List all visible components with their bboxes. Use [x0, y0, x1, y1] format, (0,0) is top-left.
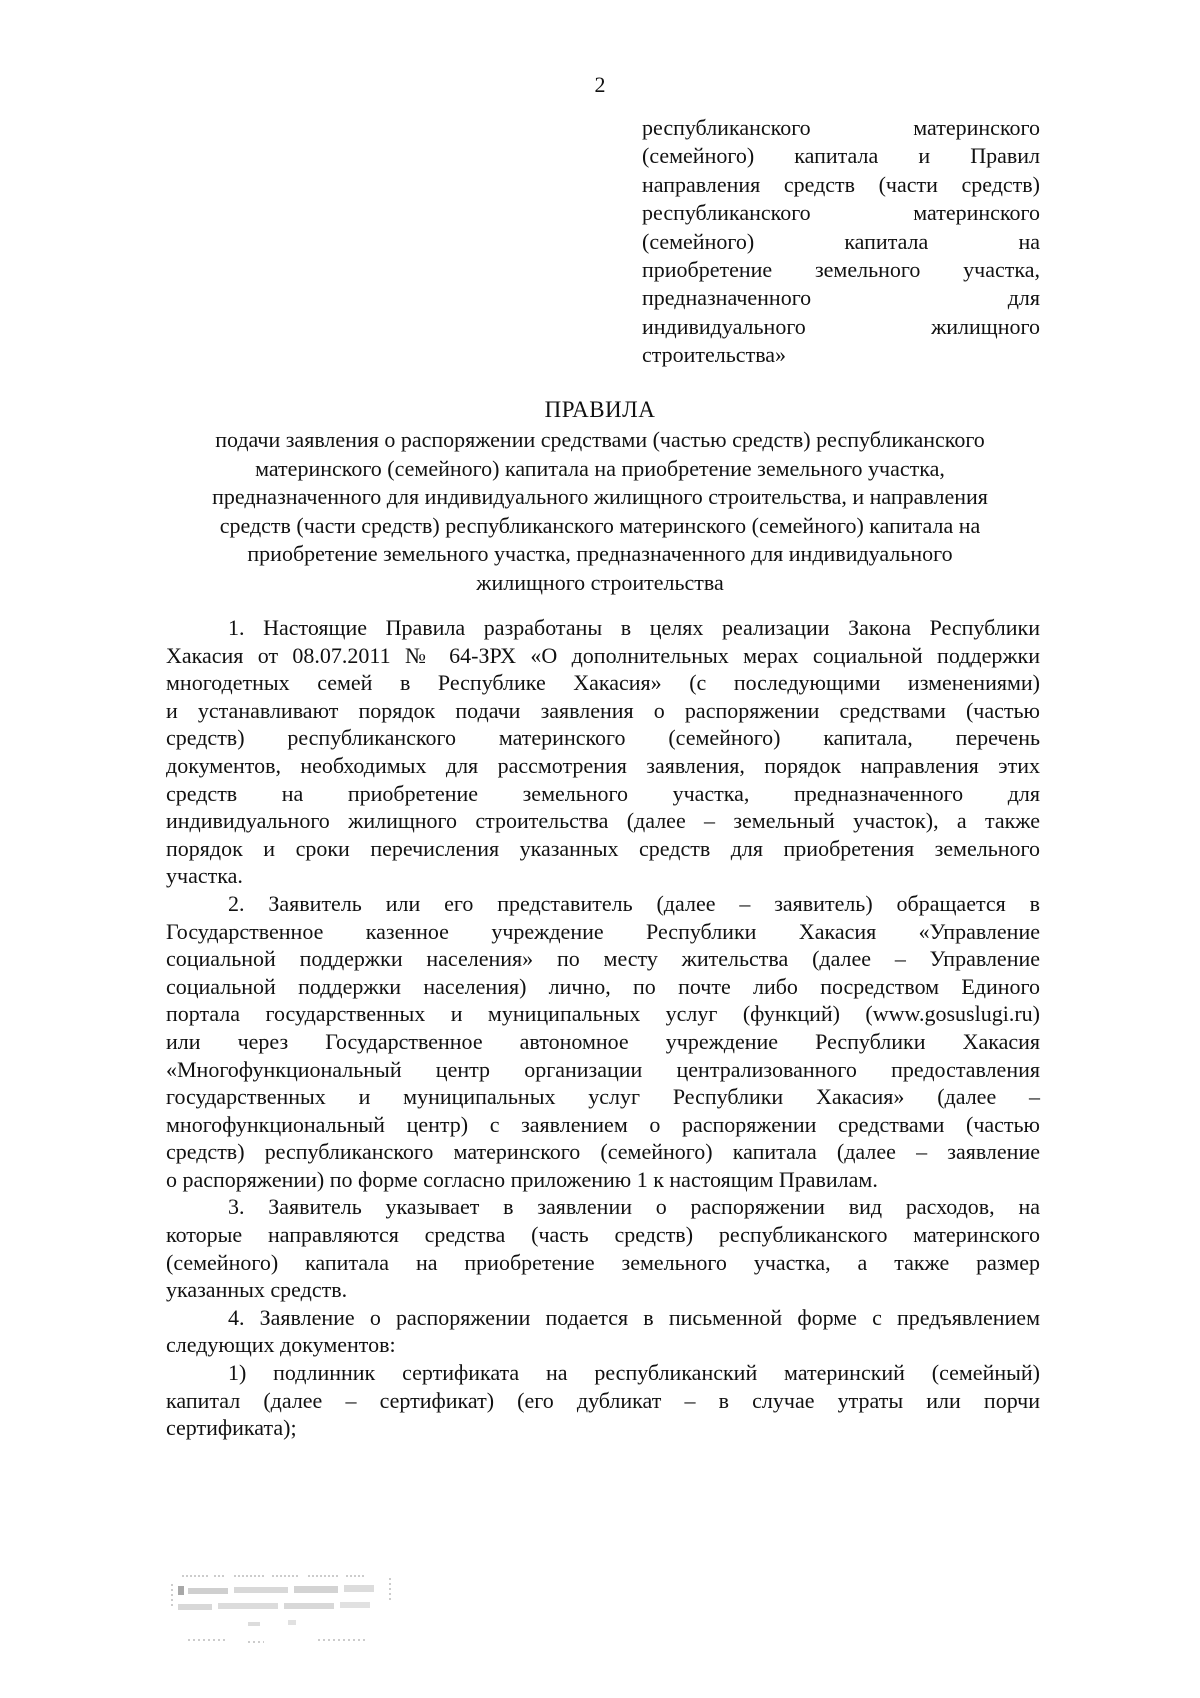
subtitle-line: приобретение земельного участка, предназначенного для индивидуального: [247, 541, 953, 567]
subtitle-line: средств (части средств) республиканского материнского (семейного) капитала на: [219, 512, 981, 538]
paragraph-line: многодетных семей в Республике Хакасия» (с последующими изменениями): [166, 670, 1040, 696]
paragraph-line: следующих документов:: [166, 1332, 396, 1358]
paragraph-5: [166, 1359, 1040, 1442]
paragraph-line: индивидуального жилищного строительства (далее – земельный участок), а также: [166, 808, 1040, 834]
paragraph-line: Хакасия от 08.07.2011 № 64-ЗРХ «О дополнительных мерах социальной поддержки: [166, 642, 1040, 668]
paragraph-line: (семейного) капитала на приобретение земельного участка, а также размер: [166, 1249, 1040, 1275]
paragraph-line: Государственное казенное учреждение Республики Хакасия «Управление: [166, 918, 1040, 944]
paragraph-4: [166, 1304, 1040, 1359]
paragraph-line: порядок и сроки перечисления указанных средств для приобретения земельного: [166, 835, 1040, 861]
paragraph-line: документов, необходимых для рассмотрения заявления, порядок направления этих: [166, 752, 1040, 778]
paragraph-line: социальной поддержки населения) лично, по почте либо посредством Единого: [166, 973, 1040, 999]
header-line: республиканского материнского: [642, 200, 1040, 226]
paragraph-1: [166, 614, 1040, 890]
document-subtitle: [160, 426, 1040, 598]
paragraph-line: государственных и муниципальных услуг Республики Хакасия» (далее –: [166, 1084, 1040, 1110]
header-line: строительства»: [642, 342, 787, 368]
header-line: индивидуального жилищного: [642, 313, 1040, 339]
header-line: предназначенного для: [642, 285, 1040, 311]
registration-stamp: [168, 1570, 396, 1648]
paragraph-line: 3. Заявитель указывает в заявлении о распоряжении вид расходов, на: [228, 1194, 1040, 1220]
header-line: (семейного) капитала на: [642, 228, 1040, 254]
paragraph-line: 4. Заявление о распоряжении подается в письменной форме с предъявлением: [228, 1304, 1040, 1330]
subtitle-line: предназначенного для индивидуального жилищного строительства, и направления: [212, 484, 988, 510]
paragraph-2: [166, 890, 1040, 1194]
paragraph-line: средств) республиканского материнского (семейного) капитала (далее – заявление: [166, 1139, 1040, 1165]
paragraph-line: капитал (далее – сертификат) (его дубликат – в случае утраты или порчи: [166, 1387, 1040, 1413]
paragraph-line: 1. Настоящие Правила разработаны в целях реализации Закона Республики: [228, 615, 1040, 640]
paragraph-line: средств) республиканского материнского (семейного) капитала, перечень: [166, 725, 1040, 751]
paragraph-line: многофункциональный центр) с заявлением о распоряжении средствами (частью: [166, 1111, 1040, 1137]
paragraph-line: средств на приобретение земельного участка, предназначенного для: [166, 780, 1040, 806]
header-line: республиканского материнского: [642, 115, 1040, 140]
paragraph-line: или через Государственное автономное учреждение Республики Хакасия: [166, 1028, 1040, 1054]
document-title: ПРАВИЛА: [544, 397, 656, 422]
paragraph-line: о распоряжении) по форме согласно приложению 1 к настоящим Правилам.: [166, 1166, 878, 1192]
header-line: направления средств (части средств): [642, 171, 1040, 197]
paragraph-line: 1) подлинник сертификата на республиканский материнский (семейный): [228, 1360, 1040, 1386]
paragraph-3: [166, 1193, 1040, 1303]
paragraph-line: и устанавливают порядок подачи заявления о распоряжении средствами (частью: [166, 697, 1040, 723]
paragraph-line: портала государственных и муниципальных услуг (функций) (www.gosuslugi.ru): [166, 1001, 1040, 1027]
paragraph-line: участка.: [166, 863, 243, 889]
subtitle-line: подачи заявления о распоряжении средствами (частью средств) республиканского: [215, 427, 985, 452]
subtitle-line: материнского (семейного) капитала на приобретение земельного участка,: [255, 455, 945, 481]
appendix-header-block: [642, 114, 1040, 370]
header-line: приобретение земельного участка,: [642, 257, 1040, 283]
paragraph-line: 2. Заявитель или его представитель (далее – заявитель) обращается в: [228, 890, 1040, 916]
paragraph-line: которые направляются средства (часть средств) республиканского материнского: [166, 1222, 1040, 1248]
document-body: [166, 614, 1040, 1442]
page-number: 2: [594, 72, 606, 97]
paragraph-line: сертификата);: [166, 1415, 297, 1441]
paragraph-line: указанных средств.: [166, 1277, 348, 1303]
subtitle-line: жилищного строительства: [476, 569, 724, 595]
header-line: (семейного) капитала и Правил: [642, 143, 1040, 169]
paragraph-line: «Многофункциональный центр организации централизованного предоставления: [166, 1056, 1040, 1082]
paragraph-line: социальной поддержки населения» по месту жительства (далее – Управление: [166, 946, 1040, 972]
